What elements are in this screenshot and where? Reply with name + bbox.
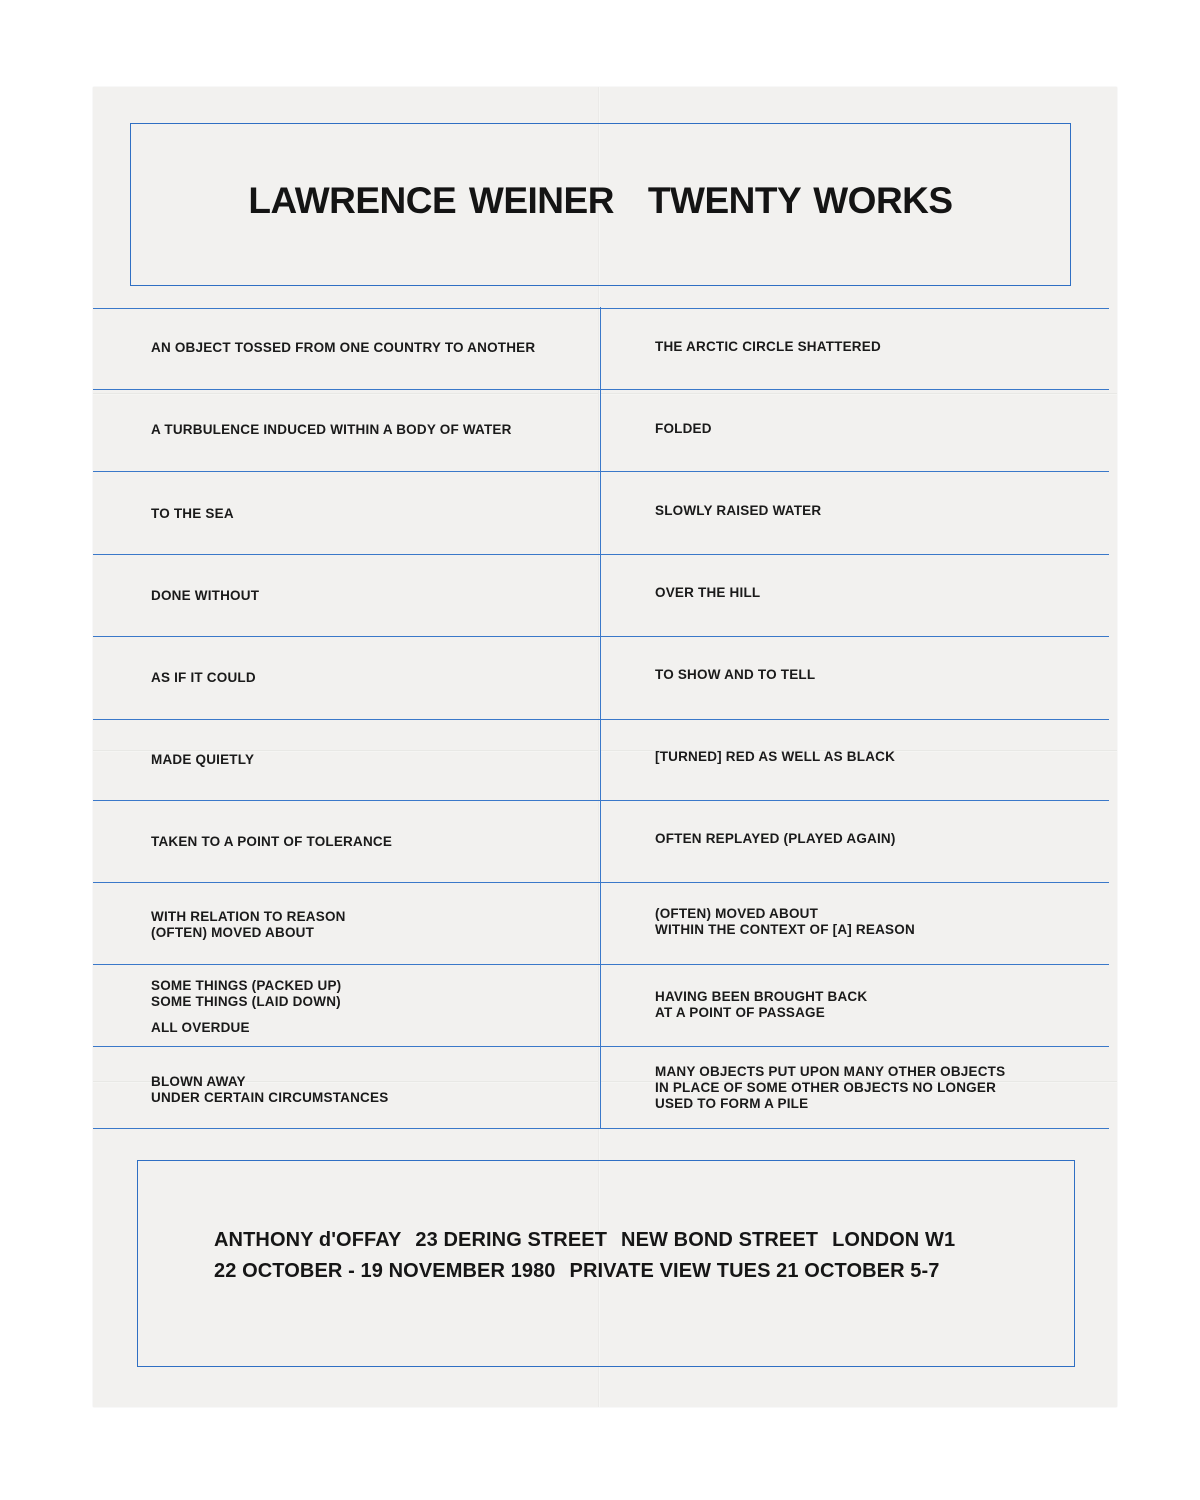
work-title xyxy=(151,909,346,941)
work-title xyxy=(151,834,392,850)
grid-rule xyxy=(93,308,1109,309)
work-title xyxy=(655,503,821,519)
work-title xyxy=(655,421,712,437)
work-line: TO SHOW AND TO TELL xyxy=(655,667,816,682)
work-line: HAVING BEEN BROUGHT BACK xyxy=(655,989,868,1004)
work-line: OVER THE HILL xyxy=(655,585,761,600)
work-title xyxy=(655,989,867,1021)
work-title xyxy=(655,831,896,847)
work-line: WITH RELATION TO REASON xyxy=(151,909,346,924)
gallery-info-box xyxy=(137,1160,1075,1367)
private-view: PRIVATE VIEW TUES 21 OCTOBER 5-7 xyxy=(569,1260,940,1282)
work-title xyxy=(151,422,512,438)
exhibition-poster xyxy=(93,87,1117,1407)
gallery-name: ANTHONY d'OFFAY xyxy=(214,1229,402,1251)
grid-rule xyxy=(93,554,1109,555)
work-line: IN PLACE OF SOME OTHER OBJECTS NO LONGER xyxy=(655,1080,997,1095)
work-line: [TURNED] RED AS WELL AS BLACK xyxy=(655,749,896,764)
work-line: SOME THINGS (PACKED UP) xyxy=(151,978,342,993)
work-line: MANY OBJECTS PUT UPON MANY OTHER OBJECTS xyxy=(655,1064,1006,1079)
poster-title xyxy=(131,180,1070,222)
work-line: SLOWLY RAISED WATER xyxy=(655,503,822,518)
work-line: THE ARCTIC CIRCLE SHATTERED xyxy=(655,339,881,354)
work-title xyxy=(655,585,760,601)
work-line: (OFTEN) MOVED ABOUT xyxy=(151,925,315,940)
grid-rule xyxy=(93,882,1109,883)
exhibition-dates xyxy=(214,1260,940,1283)
gallery-address xyxy=(214,1229,955,1252)
fold-crease xyxy=(93,393,1117,395)
exhibition-title: TWENTY WORKS xyxy=(647,180,953,221)
grid-rule xyxy=(93,389,1109,390)
date-range: 22 OCTOBER - 19 NOVEMBER 1980 xyxy=(214,1260,556,1282)
work-line: (OFTEN) MOVED ABOUT xyxy=(655,906,819,921)
work-line: OFTEN REPLAYED (PLAYED AGAIN) xyxy=(655,831,896,846)
grid-rule xyxy=(93,1128,1109,1129)
work-line: DONE WITHOUT xyxy=(151,588,260,603)
work-line: UNDER CERTAIN CIRCUMSTANCES xyxy=(151,1090,389,1105)
street-address: 23 DERING STREET xyxy=(415,1229,608,1251)
grid-rule xyxy=(93,719,1109,720)
work-title xyxy=(655,339,881,355)
artist-name: LAWRENCE WEINER xyxy=(248,180,614,221)
work-line: FOLDED xyxy=(655,421,712,436)
work-title xyxy=(151,506,234,522)
title-box xyxy=(130,123,1071,286)
work-title xyxy=(151,340,535,356)
city: LONDON W1 xyxy=(832,1229,956,1251)
work-title xyxy=(655,667,815,683)
work-line: TO THE SEA xyxy=(151,506,234,521)
grid-rule xyxy=(93,471,1109,472)
work-line: TAKEN TO A POINT OF TOLERANCE xyxy=(151,834,393,849)
work-title xyxy=(151,670,256,686)
work-title xyxy=(151,752,254,768)
work-line: BLOWN AWAY xyxy=(151,1074,246,1089)
street-name: NEW BOND STREET xyxy=(621,1229,819,1251)
work-line: AS IF IT COULD xyxy=(151,670,256,685)
work-line: SOME THINGS (LAID DOWN) xyxy=(151,994,341,1009)
work-title xyxy=(151,978,341,1036)
work-line: AN OBJECT TOSSED FROM ONE COUNTRY TO ANOTHER xyxy=(151,340,536,355)
grid-rule xyxy=(93,800,1109,801)
column-divider xyxy=(600,307,601,1129)
work-line: USED TO FORM A PILE xyxy=(655,1096,809,1111)
work-title xyxy=(655,749,895,765)
work-title xyxy=(151,588,259,604)
work-line: MADE QUIETLY xyxy=(151,752,255,767)
work-title xyxy=(151,1074,388,1106)
grid-rule xyxy=(93,1046,1109,1047)
grid-rule xyxy=(93,964,1109,965)
work-line: A TURBULENCE INDUCED WITHIN A BODY OF WATER xyxy=(151,422,512,437)
grid-rule xyxy=(93,636,1109,637)
work-line: ALL OVERDUE xyxy=(151,1020,250,1035)
work-title xyxy=(655,906,915,938)
work-title xyxy=(655,1064,1005,1112)
work-line: WITHIN THE CONTEXT OF [A] REASON xyxy=(655,922,915,937)
work-line: AT A POINT OF PASSAGE xyxy=(655,1005,825,1020)
